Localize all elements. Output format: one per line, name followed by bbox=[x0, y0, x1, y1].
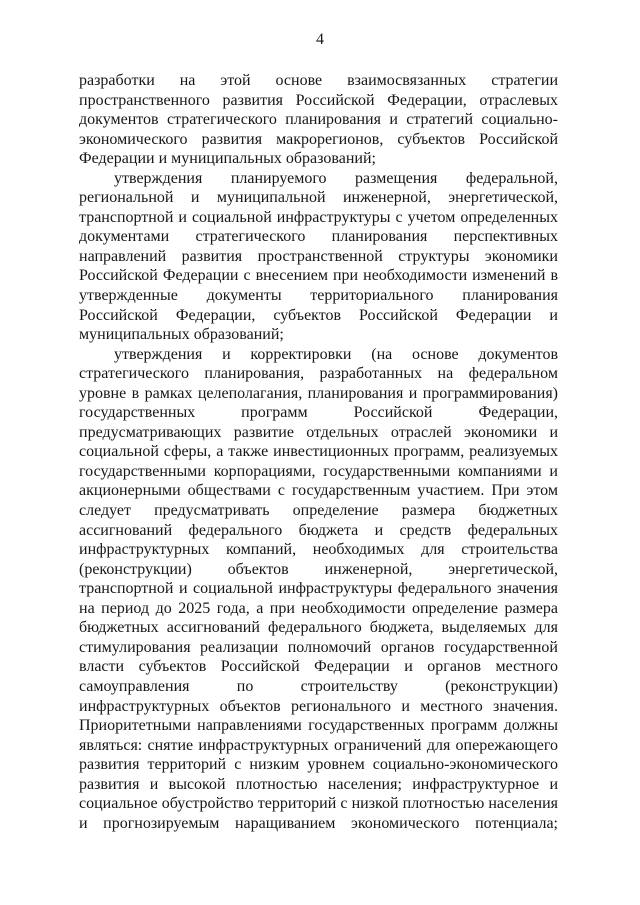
text-line: развития территорий с низким уровнем социально-экономического bbox=[79, 756, 558, 774]
text-line: власти субъектов Российской Федерации и органов местного bbox=[79, 658, 558, 676]
text-line: бюджетных ассигнований федерального бюджета, выделяемых для bbox=[79, 619, 558, 637]
text-line: региональной и муниципальной инженерной, энергетической, bbox=[79, 189, 558, 207]
text-line: социальное обустройство территорий с низкой плотностью населения bbox=[79, 795, 558, 813]
paragraph-1 bbox=[79, 71, 558, 169]
text-line: являться: снятие инфраструктурных ограничений для опережающего bbox=[79, 736, 558, 754]
text-line: (реконструкции) объектов инженерной, энергетической, bbox=[79, 560, 558, 578]
text-line: инфраструктурных компаний, необходимых для строительства bbox=[79, 541, 558, 559]
text-line: предусматривающих развитие отдельных отраслей экономики и bbox=[79, 423, 558, 441]
text-line: документами стратегического планирования перспективных bbox=[79, 228, 558, 246]
text-line: муниципальных образований; bbox=[79, 326, 284, 344]
text-line: транспортной и социальной инфраструктуры федерального значения bbox=[79, 580, 558, 598]
text-line: направлений развития пространственной структуры экономики bbox=[79, 247, 558, 265]
text-line: следует предусматривать определение размера бюджетных bbox=[79, 502, 558, 520]
text-line: утвержденные документы территориального планирования bbox=[79, 287, 558, 305]
text-line: и прогнозируемым наращиванием экономического потенциала; bbox=[79, 814, 558, 832]
text-line: транспортной и социальной инфраструктуры с учетом определенных bbox=[79, 208, 558, 226]
text-line: документов стратегического планирования и стратегий социально- bbox=[79, 111, 558, 129]
text-line: государственными корпорациями, государственными компаниями и bbox=[79, 462, 558, 480]
text-line: Российской Федерации, субъектов Российской Федерации и bbox=[79, 306, 558, 324]
text-line: стимулирования реализации полномочий органов государственной bbox=[79, 638, 558, 656]
text-line: на период до 2025 года, а при необходимости определение размера bbox=[79, 599, 558, 617]
text-line: инфраструктурных объектов регионального и местного значения. bbox=[79, 697, 558, 715]
text-line: утверждения планируемого размещения федеральной, bbox=[114, 169, 558, 187]
text-line: развития и высокой плотностью населения; инфраструктурное и bbox=[79, 775, 558, 793]
text-line: государственных программ Российской Федерации, bbox=[79, 404, 558, 422]
text-line: социальной сферы, а также инвестиционных программ, реализуемых bbox=[79, 443, 558, 461]
document-body bbox=[79, 71, 558, 833]
text-line: пространственного развития Российской Федерации, отраслевых bbox=[79, 91, 558, 109]
paragraph-3 bbox=[79, 345, 558, 834]
text-line: ассигнований федерального бюджета и средств федеральных bbox=[79, 521, 558, 539]
text-line: Федерации и муниципальных образований; bbox=[79, 150, 376, 168]
paragraph-2 bbox=[79, 169, 558, 345]
text-line: утверждения и корректировки (на основе документов bbox=[114, 345, 558, 363]
text-line: уровне в рамках целеполагания, планирования и программирования) bbox=[79, 384, 558, 402]
text-line: стратегического планирования, разработанных на федеральном bbox=[79, 365, 558, 383]
text-line: самоуправления по строительству (реконструкции) bbox=[79, 677, 558, 695]
text-line: Приоритетными направлениями государственных программ должны bbox=[79, 717, 558, 735]
text-line: Российской Федерации с внесением при необходимости изменений в bbox=[79, 267, 558, 285]
text-line: экономического развития макрорегионов, субъектов Российской bbox=[79, 130, 558, 148]
page-number: 4 bbox=[316, 31, 324, 48]
text-line: акционерными обществами с государственным участием. При этом bbox=[79, 482, 558, 500]
text-line: разработки на этой основе взаимосвязанных стратегии bbox=[79, 72, 558, 89]
